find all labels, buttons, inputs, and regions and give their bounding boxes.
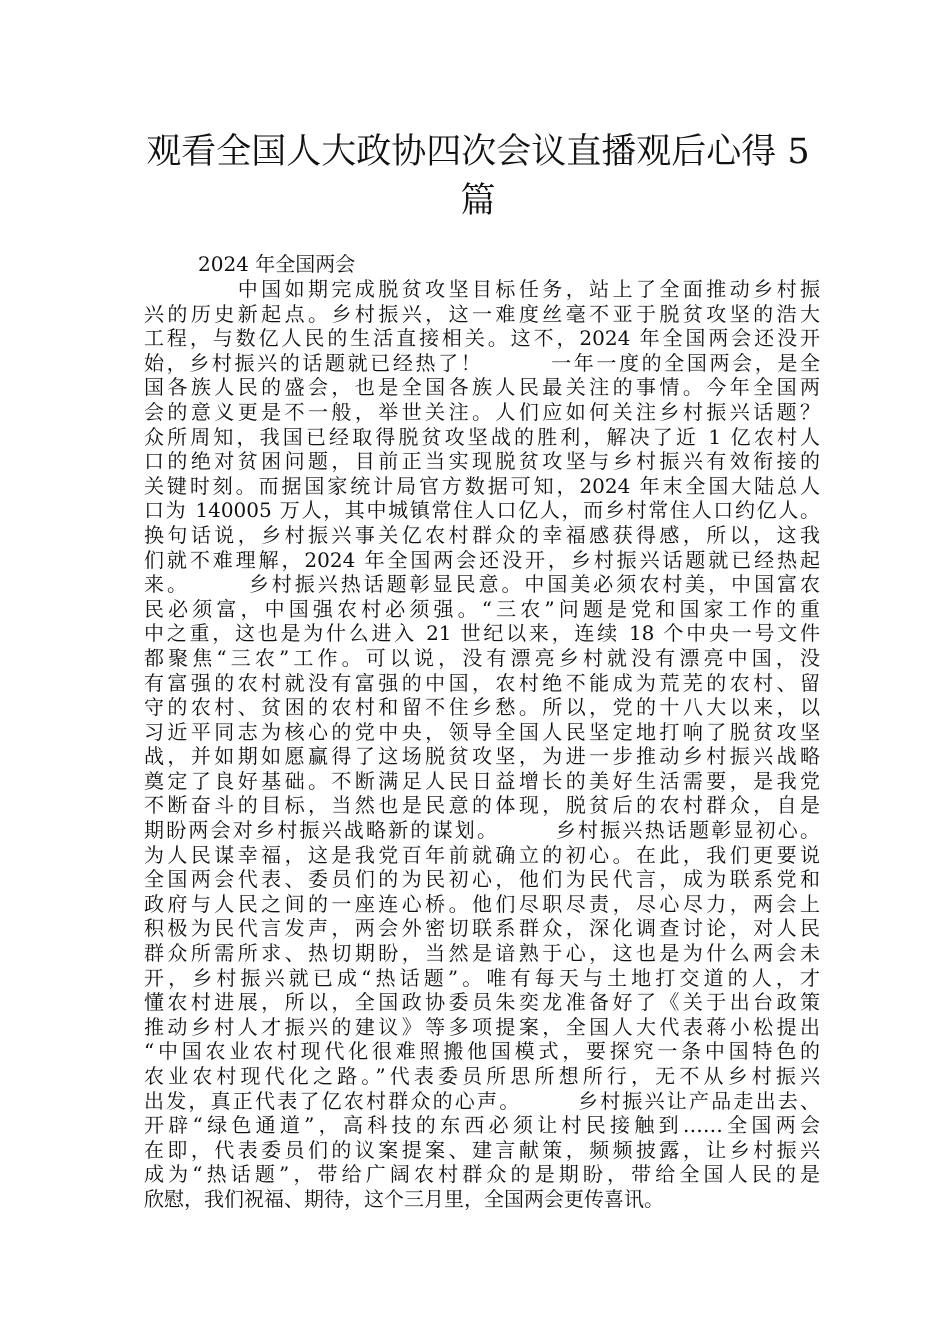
body-line: 推动乡村人才振兴的建议》等多项提案，全国人大代表蒋小松提出 xyxy=(144,1014,820,1039)
body-line: 出发，真正代表了亿农村群众的心声。 乡村振兴让产品走出去、 xyxy=(144,1088,820,1113)
title-line-2: 篇 xyxy=(460,181,496,221)
body-line: 中国如期完成脱贫攻坚目标任务，站上了全面推动乡村振 xyxy=(144,277,820,301)
body-line: “中国农业农村现代化很难照搬他国模式，要探究一条中国特色的 xyxy=(144,1039,820,1064)
body-line: 在即，代表委员们的议案提案、建言献策，频频披露，让乡村振兴 xyxy=(144,1137,820,1162)
body-line: 换句话说，乡村振兴事关亿农村群众的幸福感获得感，所以，这我 xyxy=(144,522,820,547)
document-title xyxy=(140,128,816,226)
body-line: 兴的历史新起点。乡村振兴，这一难度丝毫不亚于脱贫攻坚的浩大 xyxy=(144,301,820,326)
body-line: 成为“热话题”，带给广阔农村群众的是期盼，带给全国人民的是 xyxy=(144,1162,820,1187)
body-line: 政府与人民之间的一座连心桥。他们尽职尽责，尽心尽力，两会上 xyxy=(144,891,820,916)
body-line: 积极为民代言发声，两会外密切联系群众，深化调查讨论，对人民 xyxy=(144,916,820,941)
body-line: 都聚焦“三农”工作。可以说，没有漂亮乡村就没有漂亮中国，没 xyxy=(144,645,820,670)
body-line: 不断奋斗的目标，当然也是民意的体现，脱贫后的农村群众，自是 xyxy=(144,793,820,818)
title-line-1: 观看全国人大政协四次会议直播观后心得 5 xyxy=(146,132,810,172)
body-line: 会的意义更是不一般，举世关注。人们应如何关注乡村振兴话题？ xyxy=(144,399,820,424)
body-line: 来。 乡村振兴热话题彰显民意。中国美必须农村美，中国富农 xyxy=(144,572,820,597)
body-line: 战，并如期如愿赢得了这场脱贫攻坚，为进一步推动乡村振兴战略 xyxy=(144,744,820,769)
body-line: 奠定了良好基础。不断满足人民日益增长的美好生活需要，是我党 xyxy=(144,768,820,793)
body-line: 工程，与数亿人民的生活直接相关。这不，2024 年全国两会还没开 xyxy=(144,326,820,351)
body-line: 欣慰，我们祝福、期待，这个三月里，全国两会更传喜讯。 xyxy=(144,1186,664,1211)
body-line: 口的绝对贫困问题，目前正当实现脱贫攻坚与乡村振兴有效衔接的 xyxy=(144,449,820,474)
body-line: 们就不难理解，2024 年全国两会还没开，乡村振兴话题就已经热起 xyxy=(144,547,820,572)
body-line: 农业农村现代化之路。”代表委员所思所想所行，无不从乡村振兴 xyxy=(144,1064,820,1088)
document-subheading: 2024 年全国两会 xyxy=(198,252,356,276)
body-line: 有富强的农村就没有富强的中国，农村绝不能成为荒芜的农村、留 xyxy=(144,670,820,695)
body-line: 中之重，这也是为什么进入 21 世纪以来，连续 18 个中央一号文件 xyxy=(144,621,820,646)
body-line: 始，乡村振兴的话题就已经热了！ 一年一度的全国两会，是全 xyxy=(144,350,820,375)
body-line: 口为 140005 万人，其中城镇常住人口亿人，而乡村常住人口约亿人。 xyxy=(144,498,820,523)
body-line: 关键时刻。而据国家统计局官方数据可知，2024 年末全国大陆总人 xyxy=(144,473,820,498)
body-line: 众所周知，我国已经取得脱贫攻坚战的胜利，解决了近 1 亿农村人 xyxy=(144,424,820,449)
body-line: 期盼两会对乡村振兴战略新的谋划。 乡村振兴热话题彰显初心。 xyxy=(144,818,820,843)
body-line: 民必须富，中国强农村必须强。“三农”问题是党和国家工作的重 xyxy=(144,596,820,621)
body-line: 群众所需所求、热切期盼，当然是谙熟于心，这也是为什么两会未 xyxy=(144,941,820,966)
body-line: 全国两会代表、委员们的为民初心，他们为民代言，成为联系党和 xyxy=(144,867,820,892)
body-line: 开辟“绿色通道”，高科技的东西必须让村民接触到……全国两会 xyxy=(144,1113,820,1138)
body-line: 习近平同志为核心的党中央，领导全国人民坚定地打响了脱贫攻坚 xyxy=(144,719,820,744)
document-body xyxy=(144,277,820,1212)
body-line: 为人民谋幸福，这是我党百年前就确立的初心。在此，我们更要说 xyxy=(144,842,820,867)
body-line: 国各族人民的盛会，也是全国各族人民最关注的事情。今年全国两 xyxy=(144,375,820,400)
body-line: 懂农村进展，所以，全国政协委员朱奕龙准备好了《关于出台政策 xyxy=(144,990,820,1015)
body-line: 开，乡村振兴就已成“热话题”。唯有每天与土地打交道的人，才 xyxy=(144,965,820,990)
body-line: 守的农村、贫困的农村和留不住乡愁。所以，党的十八大以来，以 xyxy=(144,695,820,720)
